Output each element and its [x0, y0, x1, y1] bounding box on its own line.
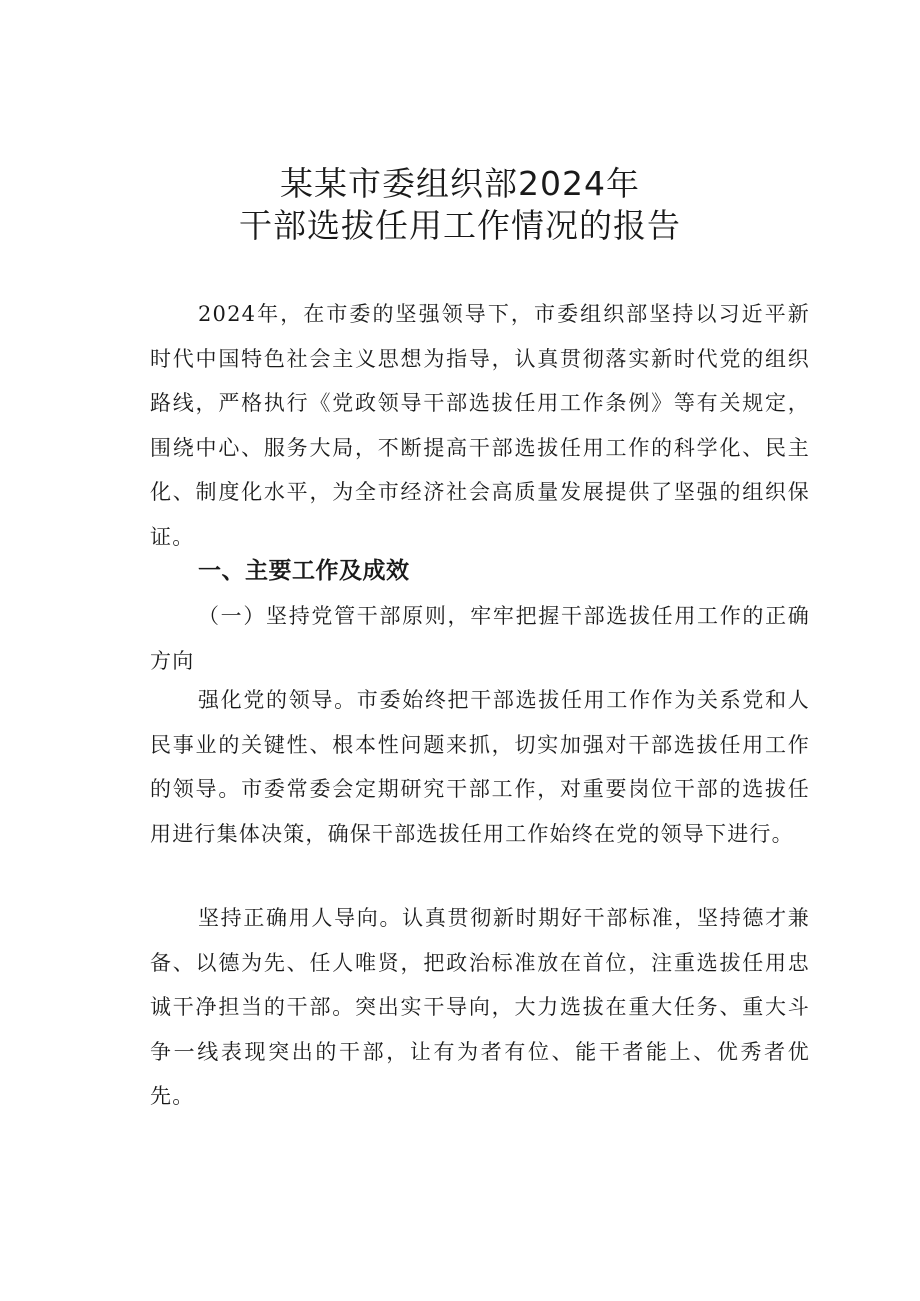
- section-heading-1: 一、主要工作及成效: [198, 558, 410, 584]
- subsection-heading-1: （一）坚持党管干部原则，牢牢把握干部选拔任用工作的正确方向: [150, 604, 810, 673]
- intro-paragraph: 2024年，在市委的坚强领导下，市委组织部坚持以习近平新时代中国特色社会主义思想为指导，认真贯彻落实新时代党的组织路线，严格执行《党政领导干部选拔任用工作条例》等有关规定，围绕中心、服务大局，不断提高干部选拔任用工作的科学化、民主化、制度化水平，为全市经济社会高质量发展提供了坚强的组织保证。: [150, 302, 810, 549]
- paragraph-correct-orientation: 坚持正确用人导向。认真贯彻新时期好干部标准，坚持德才兼备、以德为先、任人唯贤，把政治标准放在首位，注重选拔任用忠诚干净担当的干部。突出实干导向，大力选拔在重大任务、重大斗争一线表现突出的干部，让有为者有位、能干者能上、优秀者优先。: [150, 906, 810, 1108]
- document-title-line2: 干部选拔任用工作情况的报告: [239, 206, 681, 245]
- document-title-line1: 某某市委组织部2024年: [280, 164, 640, 203]
- paragraph-strengthen-leadership: 强化党的领导。市委始终把干部选拔任用工作作为关系党和人民事业的关键性、根本性问题来抓，切实加强对干部选拔任用工作的领导。市委常委会定期研究干部工作，对重要岗位干部的选拔任用进行集体决策，确保干部选拔任用工作始终在党的领导下进行。: [150, 688, 810, 846]
